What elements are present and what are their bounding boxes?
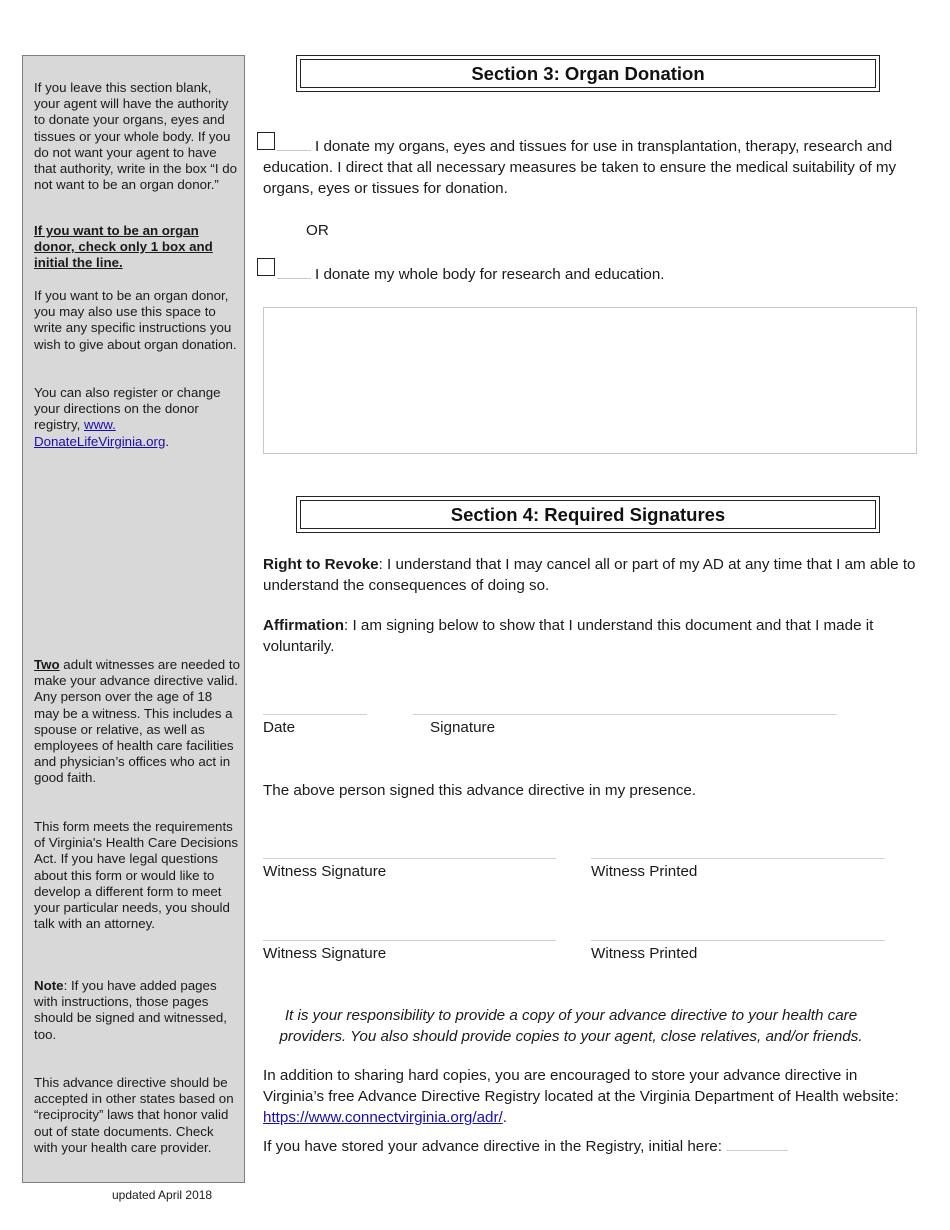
- donate-life-link-part2: DonateLifeVirginia.org: [34, 433, 166, 449]
- sidebar-space-note: If you want to be an organ donor, you may also use this space to write any specific instructions you wish to give about organ donation.: [34, 288, 237, 352]
- right-to-revoke-text: : I understand that I may cancel all or part of my AD at any time that I am able to understand the consequences of doing so.: [263, 556, 916, 594]
- sidebar-registry-period: .: [165, 433, 170, 449]
- sidebar-reciprocity-note: This advance directive should be accepted in other states based on “reciprocity” laws that honor valid out of state documents. Check with your health care provider.: [34, 1075, 234, 1155]
- witness-2-printed-line[interactable]: [591, 940, 885, 941]
- section-4-header: [296, 496, 880, 533]
- date-label: Date: [263, 719, 296, 736]
- sidebar-witness-note: [34, 657, 240, 787]
- witness-1-printed-label: Witness Printed: [591, 863, 698, 880]
- sidebar-form-note: This form meets the requirements of Virginia's Health Care Decisions Act. If you have legal questions about this form or would like to develop a different form to meet your particular needs, you should talk with an attorney.: [34, 819, 239, 932]
- registry-text: In addition to sharing hard copies, you are encouraged to store your advance directive in Virginia’s free Advance Directive Registry located at the Virginia Department of Health website:: [263, 1067, 899, 1105]
- sidebar-witness-text: adult witnesses are needed to make your advance directive valid. Any person over the age of 18 may be a witness. This includes a spouse or relative, as well as employees of health care facilities and physician’s offices who act in good faith.: [34, 657, 240, 786]
- section-3-header: [296, 55, 880, 92]
- whole-body-option: [263, 264, 919, 285]
- signature-line[interactable]: [413, 714, 837, 715]
- witness-1-signature-label: Witness Signature: [263, 863, 387, 880]
- affirmation: [263, 615, 919, 657]
- organ-donation-initial-line[interactable]: [277, 136, 311, 151]
- sidebar-registry-text: You can also register or change your directions on the donor registry,: [34, 385, 221, 433]
- sidebar-note-text: : If you have added pages with instructions, those pages should be signed and witnessed, too.: [34, 978, 227, 1042]
- registry-period: .: [502, 1109, 507, 1126]
- registry-initial: [263, 1136, 919, 1157]
- donate-life-link-part1: www.: [84, 417, 116, 433]
- affirmation-label: Affirmation: [263, 617, 344, 634]
- or-separator: OR: [306, 222, 329, 239]
- whole-body-initial-line[interactable]: [277, 264, 311, 279]
- witness-2-signature-line[interactable]: [263, 940, 556, 941]
- witness-2-printed-label: Witness Printed: [591, 945, 698, 962]
- sidebar-blank-note: If you leave this section blank, your agent will have the authority to donate your organs, eyes and tissues or your whole body. If you do not want your agent to have that authority, write in the box “I do not want to be an organ donor.”: [34, 80, 238, 193]
- witness-2-signature-label: Witness Signature: [263, 945, 387, 962]
- affirmation-text: : I am signing below to show that I understand this document and that I made it voluntarily.: [263, 617, 874, 655]
- witness-1-signature-line[interactable]: [263, 858, 556, 859]
- updated-date: updated April 2018: [112, 1188, 213, 1202]
- sidebar-registry-note: [34, 385, 240, 450]
- registry-initial-text: If you have stored your advance directive in the Registry, initial here:: [263, 1138, 722, 1155]
- registry-initial-line[interactable]: [726, 1136, 788, 1151]
- section-4-title: Section 4: Required Signatures: [300, 500, 876, 529]
- sidebar-witness-two: Two: [34, 657, 60, 672]
- section-3-title: Section 3: Organ Donation: [300, 59, 876, 88]
- sidebar-pages-note: [34, 978, 240, 1043]
- organ-donation-option-text: I donate my organs, eyes and tissues for use in transplantation, therapy, research and education. I direct that all necessary measures be taken to ensure the medical suitability of my organs, eyes or tissues for donation.: [263, 138, 897, 197]
- sidebar-note-label: Note: [34, 978, 64, 993]
- organ-donation-instructions-box[interactable]: [263, 307, 917, 454]
- presence-statement: The above person signed this advance directive in my presence.: [263, 782, 697, 799]
- responsibility-note: It is your responsibility to provide a copy of your advance directive to your health care providers. You also should provide copies to your agent, close relatives, and/or friends.: [279, 1007, 863, 1045]
- whole-body-option-text: I donate my whole body for research and education.: [315, 266, 665, 283]
- organ-donation-option: [263, 136, 919, 199]
- sidebar-instructions: [22, 55, 245, 1183]
- right-to-revoke-label: Right to Revoke: [263, 556, 379, 573]
- witness-1-printed-line[interactable]: [591, 858, 885, 859]
- right-to-revoke: [263, 554, 919, 596]
- signature-label: Signature: [430, 719, 496, 736]
- date-line[interactable]: [263, 714, 367, 715]
- connect-virginia-link[interactable]: https://www.connectvirginia.org/adr/: [263, 1109, 503, 1126]
- registry-paragraph: [263, 1065, 919, 1128]
- sidebar-check-instruction: If you want to be an organ donor, check only 1 box and initial the line.: [34, 223, 213, 271]
